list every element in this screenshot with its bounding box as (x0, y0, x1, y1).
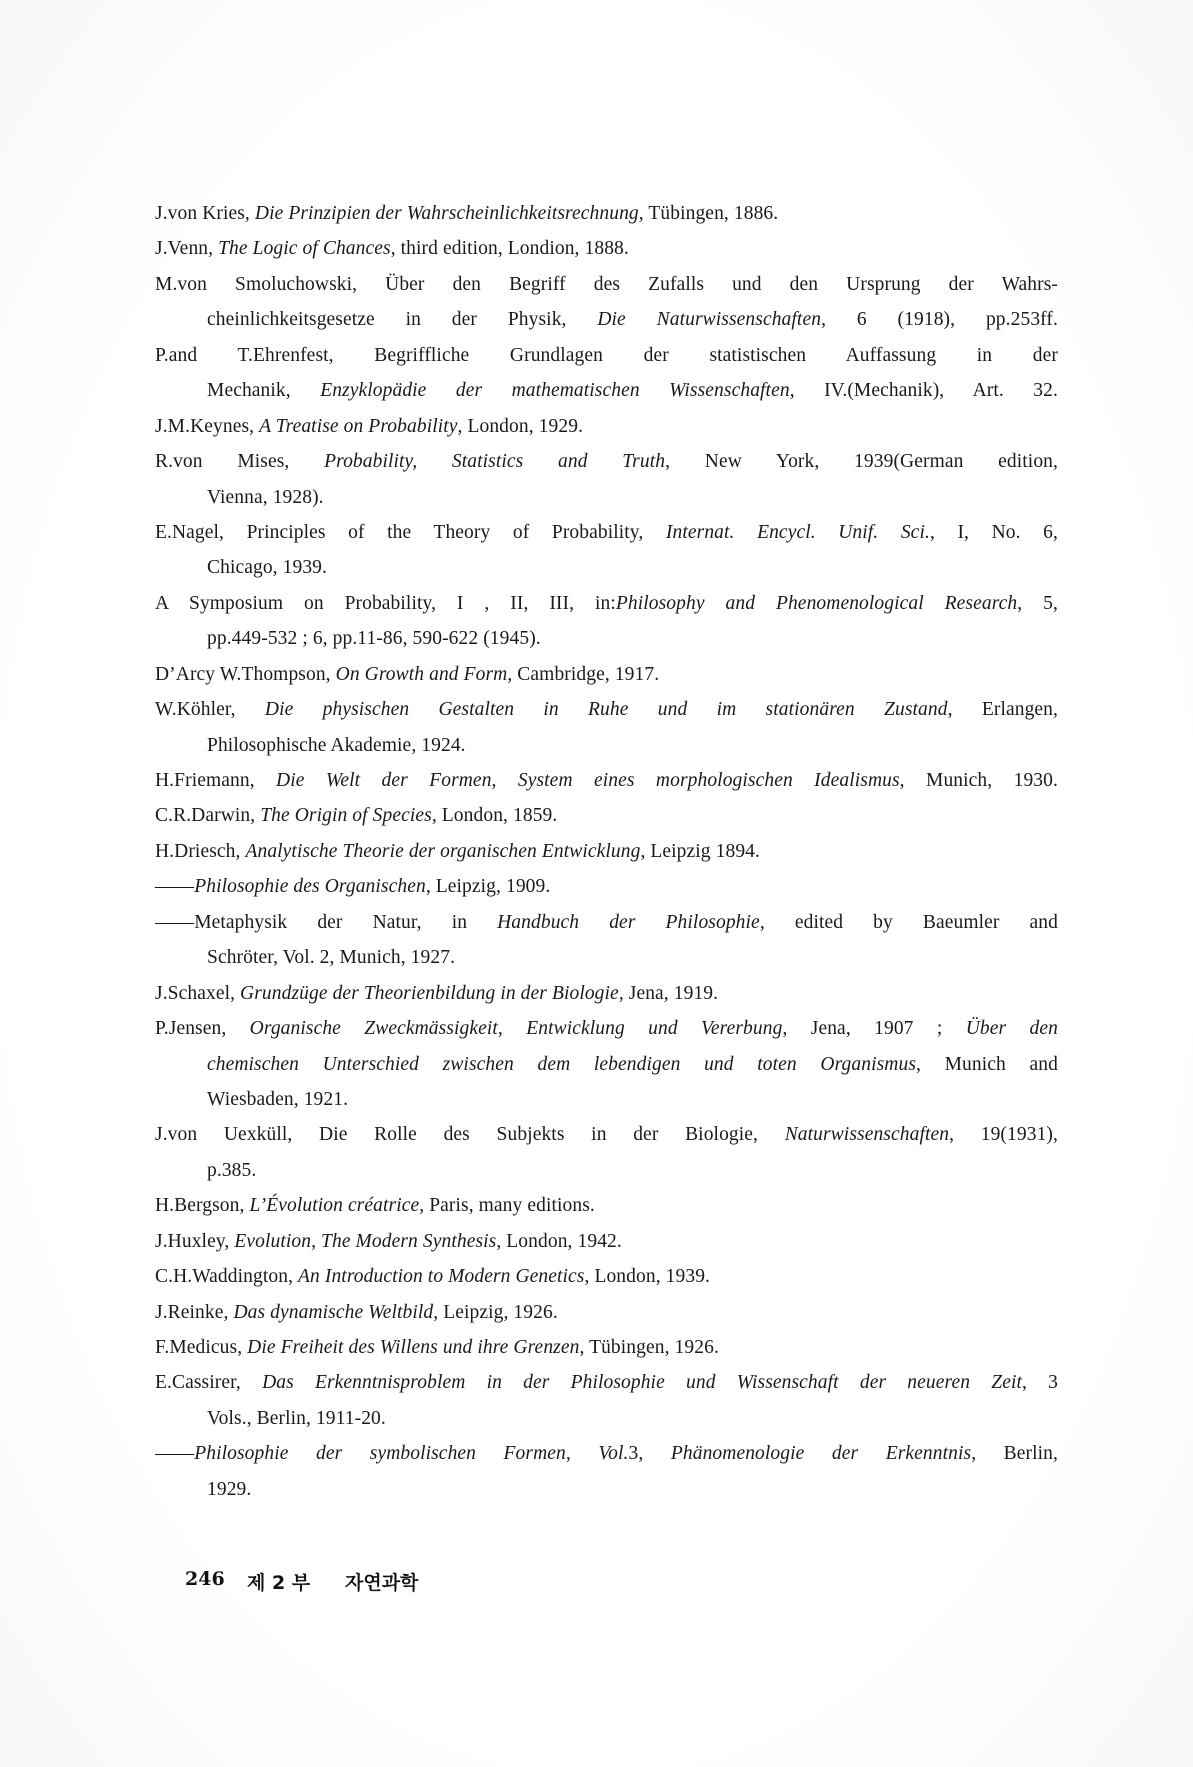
bibliography-entry (155, 409, 1058, 444)
work-title: Internat. Encycl. Unif. Sci. (665, 521, 930, 543)
citation-text: , London, 1859. (431, 805, 558, 827)
citation-text: , Munich, 1930. (899, 770, 1058, 791)
bibliography-continuation-line (155, 1472, 1058, 1507)
bibliography-entry (155, 196, 1058, 231)
citation-text: , third edition, Londion, 1888. (390, 238, 629, 260)
citation-text: , Erlangen, (947, 699, 1058, 721)
citation-text: Vols., Berlin, 1911-20. (207, 1407, 386, 1429)
citation-text: C.R.Darwin, (155, 805, 261, 827)
work-title: L’Évolution créatrice (249, 1195, 420, 1217)
bibliography-entry (155, 657, 1058, 692)
citation-text: J.Huxley, (155, 1230, 235, 1252)
bibliography-entry (155, 1224, 1058, 1259)
bibliography-entry (155, 1188, 1058, 1223)
citation-text: E.Cassirer, (155, 1372, 263, 1394)
bibliography-continuation-line (155, 621, 1058, 656)
work-title: Philosophie des Organischen (194, 876, 426, 898)
citation-text: , IV.(Mechanik), Art. 32. (789, 380, 1058, 402)
work-title: Probability, Statistics and Truth (324, 451, 666, 473)
citation-text: , 6 (1918), pp.253ff. (821, 309, 1058, 331)
work-title: Evolution, The Modern Synthesis (234, 1230, 497, 1252)
page-number: 246 (185, 1568, 225, 1590)
citation-text: R.von Mises, (155, 451, 325, 473)
work-title: Enzyklopädie der mathematischen Wissenschaften (320, 380, 790, 402)
bibliography-entry (155, 1011, 1058, 1046)
work-title: Philosophie der symbolischen Formen, Vol. (194, 1443, 629, 1465)
bibliography-entry (155, 1436, 1058, 1471)
bibliography-entry (155, 1365, 1058, 1400)
citation-text: , London, 1942. (496, 1230, 622, 1252)
citation-text: E.Nagel, Principles of the Theory of Probability, (155, 521, 666, 543)
citation-text: cheinlichkeitsgesetze in der Physik, (207, 309, 598, 331)
section-title: 자연과학 (345, 1572, 419, 1594)
work-title: The Origin of Species (260, 805, 432, 827)
citation-text: 1929. (207, 1478, 252, 1500)
work-title: Das Erkenntnisproblem in der Philosophie und Wissenschaft der neueren Zeit (262, 1372, 1022, 1394)
bibliography-continuation-line (155, 1047, 1058, 1082)
citation-text: J.von Uexküll, Die Rolle des Subjekts in der Biologie, (155, 1124, 785, 1146)
citation-text: , edited by Baeumler and (759, 911, 1058, 933)
citation-text: Vienna, 1928). (207, 486, 324, 508)
citation-text: Mechanik, (207, 380, 321, 402)
citation-text: 3, (628, 1443, 671, 1465)
citation-text: A Symposium on Probability, I , II, III, in: (155, 592, 616, 614)
work-title: Die Prinzipien der Wahrscheinlichkeitsrechnung (254, 203, 639, 224)
work-title: The Logic of Chances (218, 238, 391, 260)
citation-text: , Leipzig, 1909. (425, 876, 551, 898)
citation-text: , Munich and (916, 1053, 1058, 1075)
citation-text: H.Bergson, (155, 1195, 250, 1217)
citation-text: M.von Smoluchowski, Über den Begriff des Zufalls und den Ursprung der Wahrs- (155, 273, 1058, 295)
bibliography-continuation-line (155, 940, 1058, 975)
citation-text: Chicago, 1939. (207, 557, 328, 579)
citation-text: , Paris, many editions. (419, 1195, 595, 1217)
citation-text: , I, No. 6, (929, 521, 1058, 543)
work-title: An Introduction to Modern Genetics (298, 1266, 585, 1288)
citation-text: , New York, 1939(German edition, (665, 451, 1058, 473)
bibliography-entry (155, 586, 1058, 621)
citation-text: , 5, (1017, 592, 1058, 614)
citation-text: , Cambridge, 1917. (507, 663, 660, 685)
citation-text: J.Reinke, (155, 1301, 234, 1323)
bibliography-continuation-line (155, 1082, 1058, 1117)
citation-text: D’Arcy W.Thompson, (155, 663, 336, 685)
citation-text: W.Köhler, (155, 699, 265, 721)
citation-text: Philosophische Akademie, 1924. (207, 734, 466, 756)
citation-text: , Jena, 1919. (618, 982, 719, 1004)
citation-text: , Leipzig 1894. (640, 840, 761, 862)
work-title: Die Freiheit des Willens und ihre Grenzen (247, 1337, 580, 1358)
bibliography-continuation-line (155, 1401, 1058, 1436)
bibliography-entry (155, 515, 1058, 550)
bibliography-entry (155, 976, 1058, 1011)
part-label: 제 2 부 (247, 1572, 311, 1594)
bibliography-entry (155, 834, 1058, 869)
bibliography-continuation-line (155, 550, 1058, 585)
citation-text: , Berlin, (971, 1443, 1058, 1465)
page-footer (185, 1568, 418, 1595)
bibliography-continuation-line (155, 373, 1058, 408)
work-title: Grundzüge der Theorienbildung in der Biologie (240, 982, 619, 1004)
work-title: Analytische Theorie der organischen Entwicklung (245, 840, 641, 862)
bibliography-entry (155, 1259, 1058, 1294)
work-title: Handbuch der Philosophie (497, 911, 760, 933)
bibliography-continuation-line (155, 302, 1058, 337)
work-title: chemischen Unterschied zwischen dem lebendigen und toten Organismus (207, 1053, 917, 1075)
bibliography-list (155, 196, 1058, 1507)
citation-text: H.Friemann, (155, 770, 277, 791)
citation-text: , Leipzig, 1926. (433, 1301, 558, 1323)
bibliography-entry (155, 267, 1058, 302)
bibliography-continuation-line (155, 480, 1058, 515)
citation-text: , Jena, 1907 ; (782, 1018, 966, 1040)
citation-text: P.and T.Ehrenfest, Begriffliche Grundlagen der statistischen Auffassung in der (155, 344, 1058, 366)
bibliography-entry (155, 692, 1058, 727)
work-title: Die Naturwissenschaften (597, 309, 822, 331)
citation-text: , London, 1939. (584, 1266, 711, 1288)
citation-text: pp.449-532 ; 6, pp.11-86, 590-622 (1945). (207, 628, 541, 650)
citation-text: J.M.Keynes, (155, 415, 260, 437)
bibliography-entry (155, 1330, 1058, 1365)
bibliography-entry (155, 798, 1058, 833)
citation-text: , London, 1929. (457, 415, 584, 437)
work-title: Die Welt der Formen, System eines morphologischen Idealismus (276, 770, 900, 791)
work-title: On Growth and Form (335, 663, 508, 685)
citation-text: J.Venn, (155, 238, 219, 260)
citation-text: J.Schaxel, (155, 982, 241, 1004)
work-title: Organische Zweckmässigkeit, Entwicklung und Vererbung (249, 1018, 783, 1040)
citation-text: , 19(1931), (949, 1124, 1058, 1146)
bibliography-entry (155, 338, 1058, 373)
citation-text: Wiesbaden, 1921. (207, 1088, 349, 1110)
work-title: Das dynamische Weltbild (233, 1301, 434, 1323)
citation-text: H.Driesch, (155, 840, 246, 862)
bibliography-entry (155, 763, 1058, 798)
bibliography-continuation-line (155, 1153, 1058, 1188)
citation-text: F.Medicus, (155, 1337, 248, 1358)
citation-text: p.385. (207, 1159, 257, 1181)
bibliography-entry (155, 869, 1058, 904)
bibliography-entry (155, 231, 1058, 266)
citation-text: , Tübingen, 1926. (579, 1337, 719, 1358)
citation-text: J.von Kries, (155, 203, 255, 224)
bibliography-continuation-line (155, 728, 1058, 763)
work-title: Naturwissenschaften (784, 1124, 950, 1146)
bibliography-entry (155, 1117, 1058, 1152)
bibliography-entry (155, 905, 1058, 940)
work-title: Philosophy and Phenomenological Research (615, 592, 1018, 614)
citation-text: ——Metaphysik der Natur, in (155, 911, 498, 933)
citation-text: —— (155, 1443, 195, 1465)
citation-text: , 3 (1022, 1372, 1058, 1394)
bibliography-entry (155, 1295, 1058, 1330)
work-title: Über den (965, 1018, 1058, 1040)
citation-text: —— (155, 876, 195, 898)
bibliography-entry (155, 444, 1058, 479)
work-title: Die physischen Gestalten in Ruhe und im stationären Zustand (264, 699, 948, 721)
citation-text: , Tübingen, 1886. (638, 203, 779, 224)
citation-text: P.Jensen, (155, 1018, 250, 1040)
citation-text: C.H.Waddington, (155, 1266, 299, 1288)
work-title: A Treatise on Probability (259, 415, 458, 437)
citation-text: Schröter, Vol. 2, Munich, 1927. (207, 947, 456, 969)
work-title: Phänomenologie der Erkenntnis (670, 1443, 972, 1465)
